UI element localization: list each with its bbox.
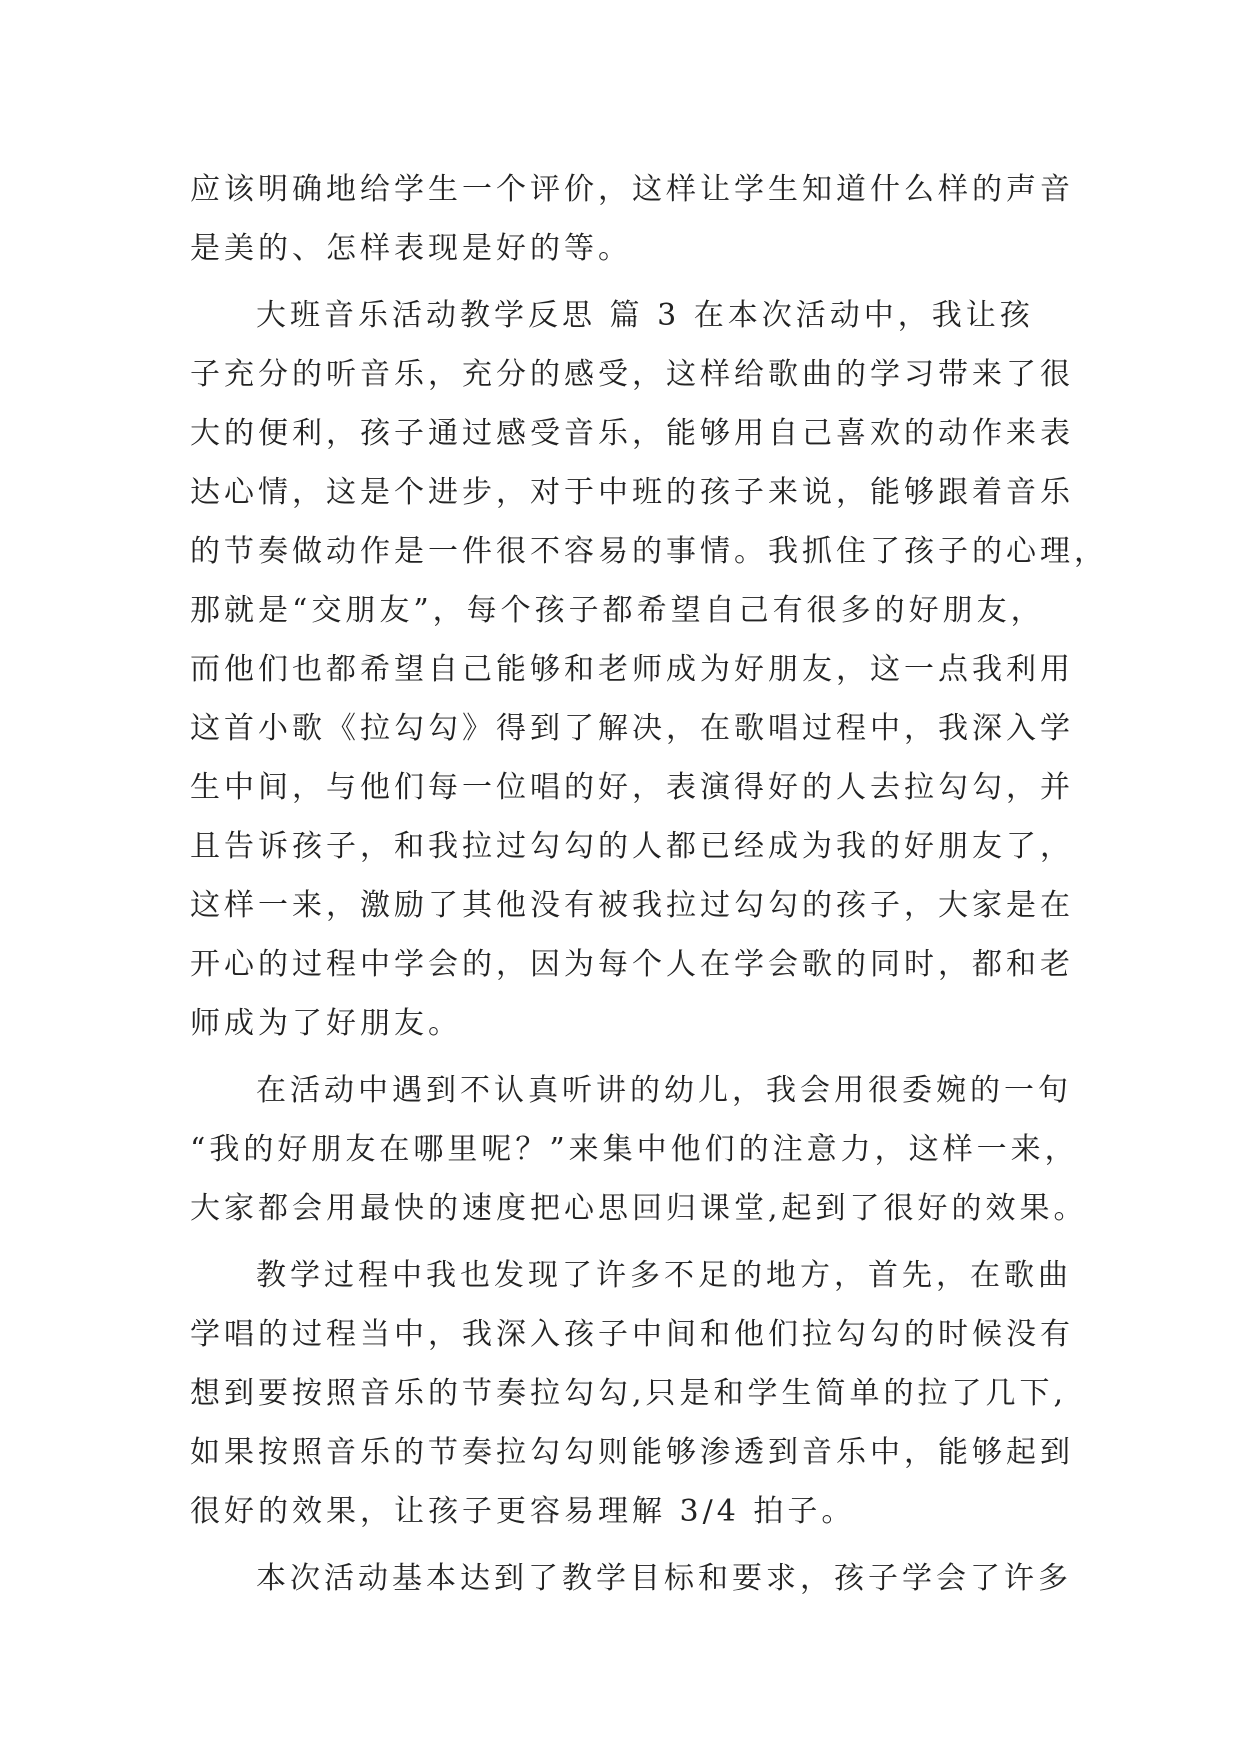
text-line: 在活动中遇到不认真听讲的幼儿，我会用很委婉的一句 xyxy=(256,1073,1072,1108)
text-line: 大家都会用最快的速度把心思回归课堂,起到了很好的效果。 xyxy=(190,1191,1088,1226)
text-line: 本次活动基本达到了教学目标和要求，孩子学会了许多 xyxy=(256,1561,1072,1596)
text-line: 且告诉孩子，和我拉过勾勾的人都已经成为我的好朋友了， xyxy=(190,829,1074,864)
text-line: 这首小歌《拉勾勾》得到了解决，在歌唱过程中，我深入学 xyxy=(190,711,1074,746)
text-line: 大的便利，孩子通过感受音乐，能够用自己喜欢的动作来表 xyxy=(190,416,1074,451)
text-line: 很好的效果，让孩子更容易理解 3/4 拍子。 xyxy=(190,1494,856,1529)
text-line: 达心情，这是个进步，对于中班的孩子来说，能够跟着音乐 xyxy=(190,475,1074,510)
text-line: 生中间，与他们每一位唱的好，表演得好的人去拉勾勾，并 xyxy=(190,770,1074,805)
text-line: 应该明确地给学生一个评价，这样让学生知道什么样的声音 xyxy=(190,172,1074,207)
text-line: 师成为了好朋友。 xyxy=(190,1006,462,1041)
text-line: 教学过程中我也发现了许多不足的地方，首先，在歌曲 xyxy=(256,1258,1072,1293)
text-line: 子充分的听音乐，充分的感受，这样给歌曲的学习带来了很 xyxy=(190,357,1074,392)
text-line: 那就是“交朋友”，每个孩子都希望自己有很多的好朋友， xyxy=(190,593,1045,628)
text-line: 的节奏做动作是一件很不容易的事情。我抓住了孩子的心理， xyxy=(190,534,1108,569)
text-line: 而他们也都希望自己能够和老师成为好朋友，这一点我利用 xyxy=(190,652,1074,687)
text-line: “我的好朋友在哪里呢？”来集中他们的注意力，这样一来， xyxy=(190,1132,1079,1167)
text-line: 学唱的过程当中，我深入孩子中间和他们拉勾勾的时候没有 xyxy=(190,1317,1074,1352)
section-heading-line: 大班音乐活动教学反思 篇 3 在本次活动中，我让孩 xyxy=(256,298,1034,333)
text-line: 想到要按照音乐的节奏拉勾勾,只是和学生简单的拉了几下, xyxy=(190,1376,1068,1411)
text-line: 如果按照音乐的节奏拉勾勾则能够渗透到音乐中，能够起到 xyxy=(190,1435,1074,1470)
text-line: 开心的过程中学会的，因为每个人在学会歌的同时，都和老 xyxy=(190,947,1074,982)
document-body xyxy=(190,160,1108,1608)
text-line: 这样一来，激励了其他没有被我拉过勾勾的孩子，大家是在 xyxy=(190,888,1074,923)
text-line: 是美的、怎样表现是好的等。 xyxy=(190,231,632,266)
